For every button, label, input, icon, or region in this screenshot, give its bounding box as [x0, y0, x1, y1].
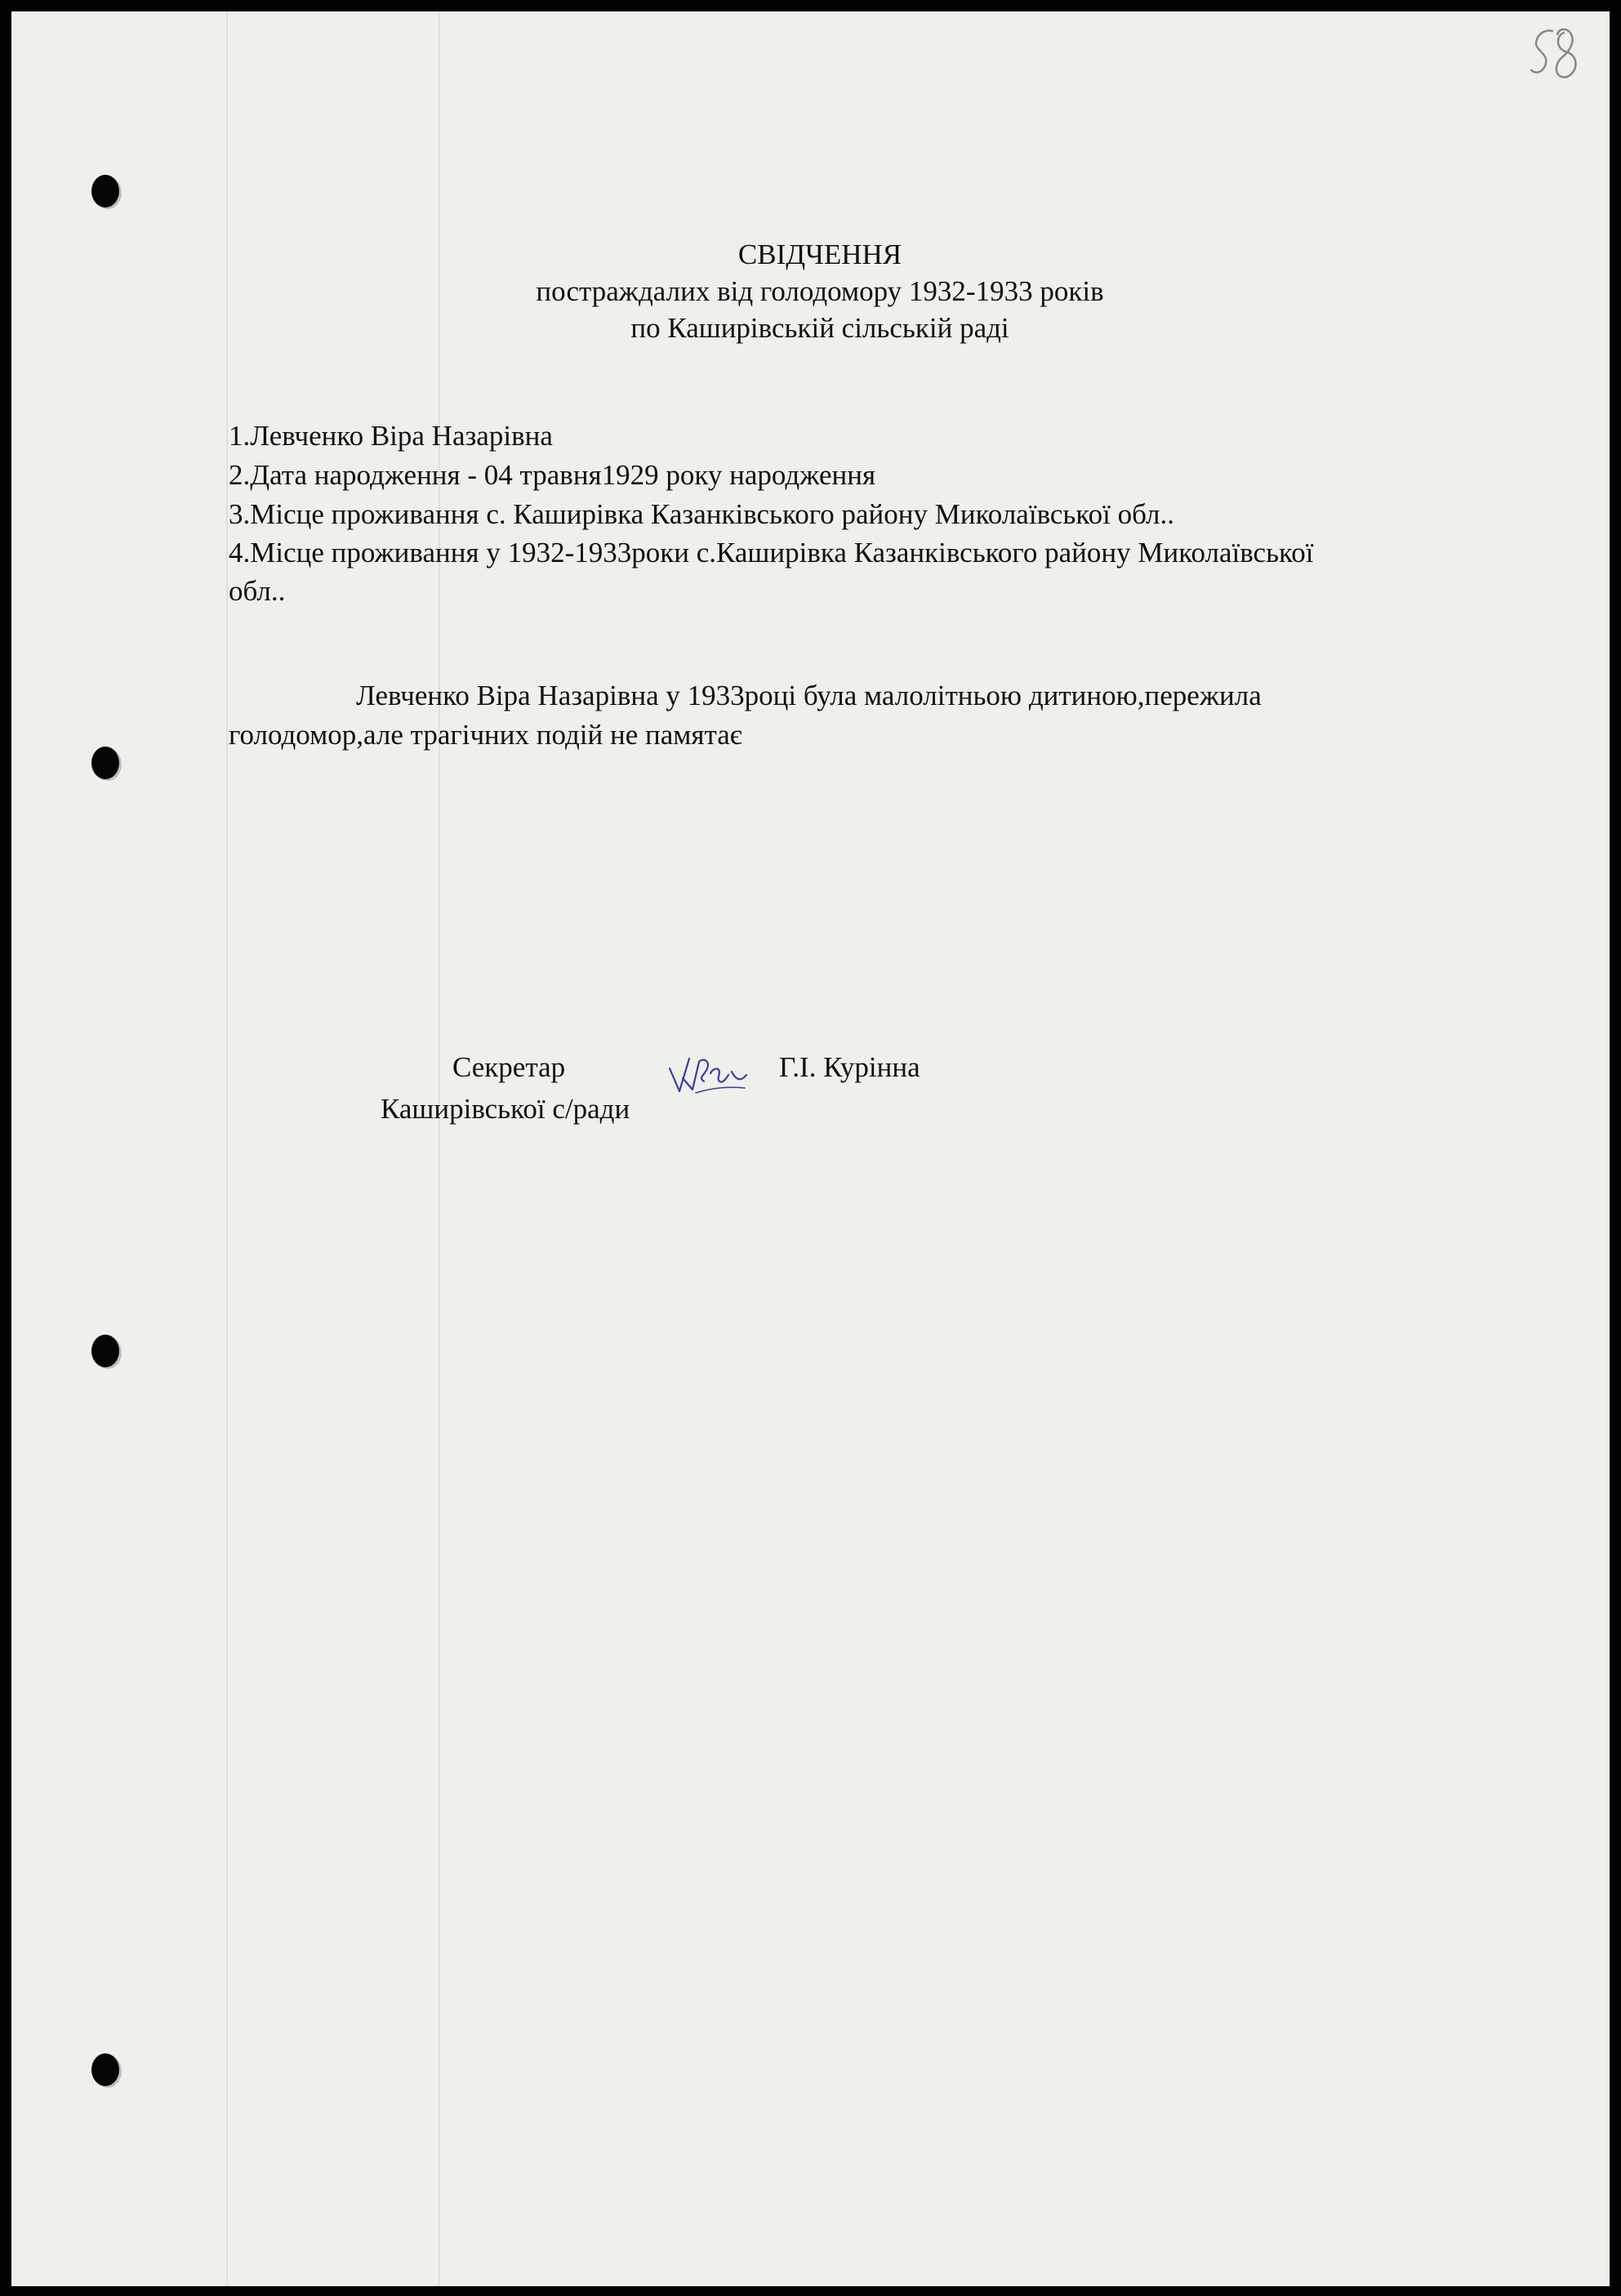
punch-hole	[91, 1335, 119, 1367]
document-subtitle-council: по Каширівській сільській раді	[630, 312, 1009, 344]
signoff-title: Секретар	[452, 1051, 566, 1083]
handwritten-signature	[663, 1050, 753, 1108]
punch-hole	[91, 175, 119, 207]
document-page	[11, 11, 1610, 2286]
punch-hole	[91, 747, 119, 779]
testimony-line-1: Левченко Віра Назарівна у 1933році була малолітньою дитиною,пережила	[356, 680, 1262, 711]
field-name: 1.Левченко Віра Назарівна	[229, 420, 553, 452]
field-residence: 3.Місце проживання с. Каширівка Казанківського району Миколаївської обл..	[229, 498, 1174, 530]
document-subtitle: постраждалих від голодомору 1932-1933 років	[536, 275, 1104, 307]
punch-hole	[91, 2053, 119, 2086]
field-residence-1932-cont: обл..	[229, 575, 286, 607]
field-birth-date: 2.Дата народження - 04 травня1929 року народження	[229, 459, 876, 491]
signoff-name: Г.І. Курінна	[779, 1051, 920, 1083]
field-residence-1932: 4.Місце проживання у 1932-1933роки с.Каширівка Казанківського району Миколаївської	[229, 537, 1314, 568]
document-title: СВІДЧЕННЯ	[737, 239, 902, 270]
fold-line	[226, 11, 228, 2286]
signoff-council: Каширівської с/ради	[381, 1093, 630, 1125]
testimony-line-2: голодомор,але трагічних подій не памятає	[229, 719, 742, 751]
handwritten-page-number	[1521, 20, 1587, 101]
fold-line	[439, 11, 440, 2286]
